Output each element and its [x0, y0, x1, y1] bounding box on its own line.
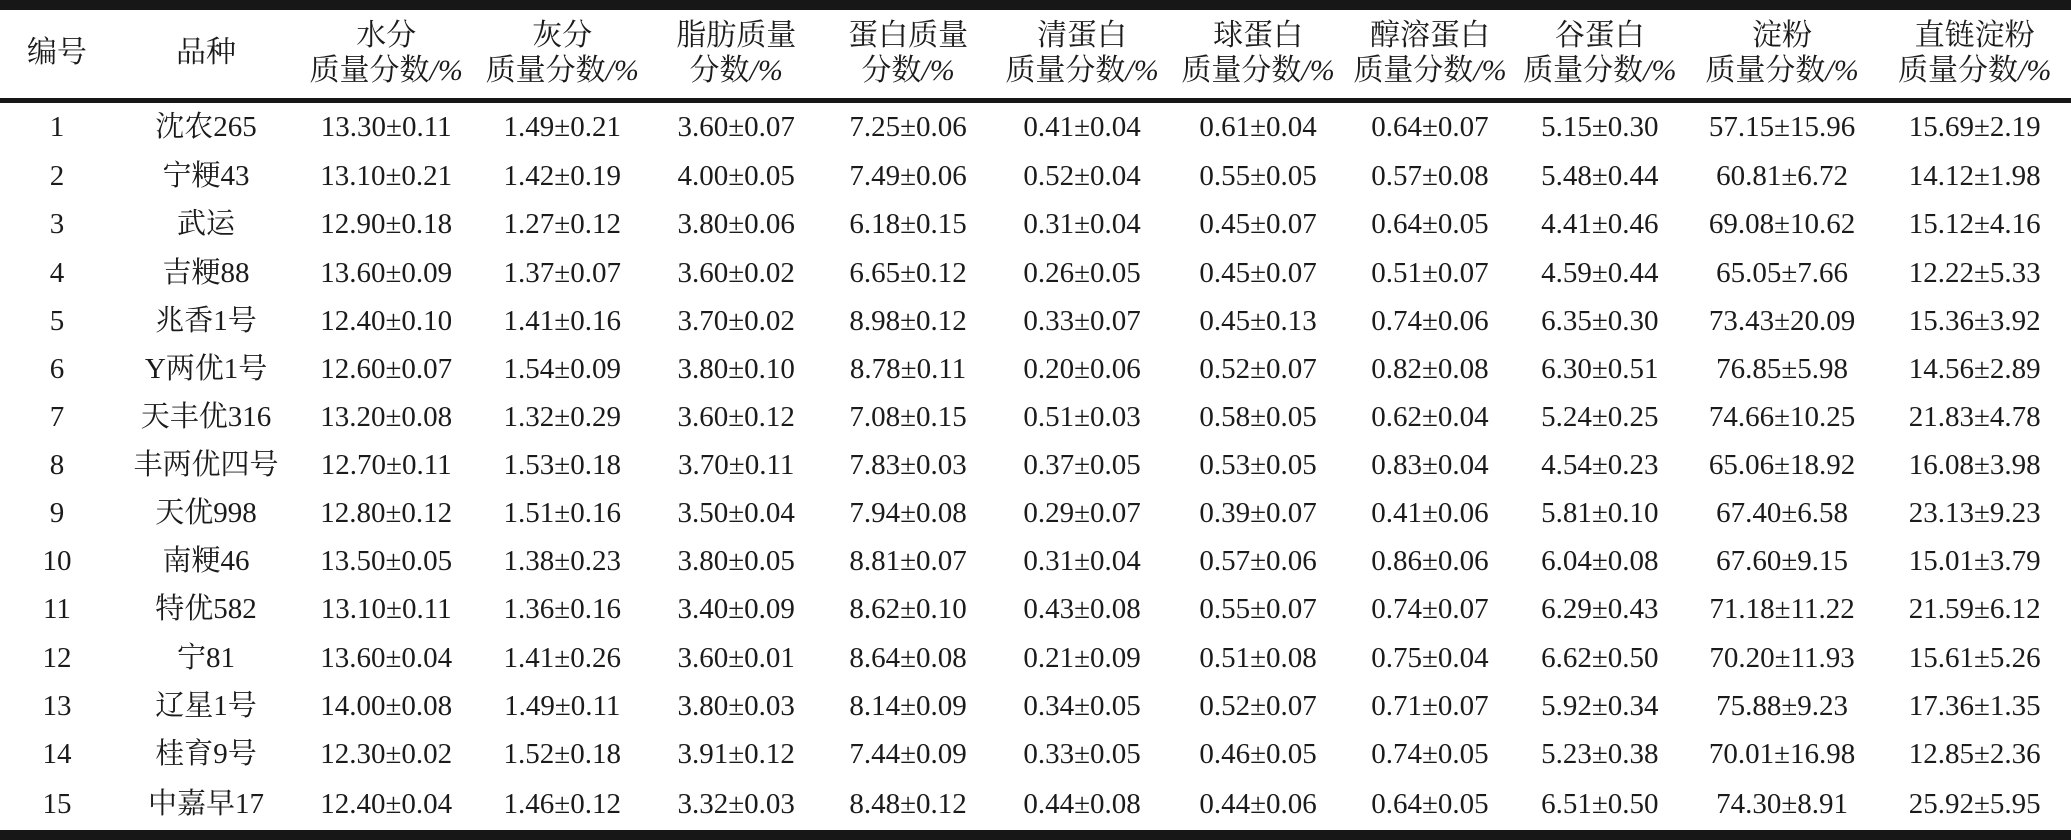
- value-cell: 0.44±0.08: [1023, 787, 1141, 820]
- value-cell: 14.12±1.98: [1908, 160, 2041, 193]
- percent-unit: /%: [1825, 54, 1859, 87]
- value-cell: 1.42±0.19: [503, 160, 621, 193]
- value-cell: 73.43±20.09: [1708, 304, 1856, 337]
- value-cell: 1.54±0.09: [503, 352, 621, 385]
- value-cell: 0.33±0.07: [1023, 304, 1141, 337]
- table-row: [0, 101, 2071, 153]
- value-cell: 0.41±0.06: [1371, 497, 1489, 530]
- value-cell: 0.61±0.04: [1199, 111, 1317, 144]
- value-cell: 0.58±0.05: [1199, 400, 1317, 433]
- value-cell: 7.83±0.03: [849, 449, 967, 482]
- value-cell: 3.80±0.06: [677, 208, 795, 241]
- row-number: 1: [49, 111, 65, 144]
- value-cell: 0.51±0.03: [1023, 400, 1141, 433]
- col-header-line1: 醇溶蛋白: [1369, 18, 1490, 52]
- value-cell: 0.45±0.13: [1199, 304, 1317, 337]
- table-row: [0, 393, 2071, 441]
- row-number: 14: [42, 737, 72, 770]
- col-header-fat: [650, 5, 822, 101]
- value-cell: 0.83±0.04: [1371, 449, 1489, 482]
- value-cell: 13.20±0.08: [320, 400, 453, 433]
- value-cell: 8.62±0.10: [849, 593, 967, 626]
- value-cell: 0.57±0.08: [1371, 160, 1489, 193]
- value-cell: 3.32±0.03: [677, 787, 795, 820]
- value-cell: 12.80±0.12: [320, 497, 453, 530]
- value-cell: 1.49±0.21: [503, 111, 621, 144]
- col-header-line2: 质量分数/%: [309, 54, 463, 87]
- value-cell: 12.40±0.04: [320, 787, 453, 820]
- value-cell: 0.64±0.07: [1371, 111, 1489, 144]
- table-row: [0, 778, 2071, 835]
- value-cell: 0.62±0.04: [1371, 400, 1489, 433]
- value-cell: 0.44±0.06: [1199, 787, 1317, 820]
- variety-name: 中嘉早17: [148, 787, 265, 820]
- value-cell: 75.88±9.23: [1716, 689, 1848, 722]
- value-cell: 67.60±9.15: [1716, 545, 1848, 578]
- value-cell: 3.80±0.03: [677, 689, 795, 722]
- value-cell: 60.81±6.72: [1716, 160, 1848, 193]
- value-cell: 70.20±11.93: [1709, 641, 1855, 674]
- value-cell: 4.00±0.05: [677, 160, 795, 193]
- variety-name: 宁81: [177, 641, 236, 674]
- value-cell: 12.85±2.36: [1908, 737, 2041, 770]
- col-header-line1: 编号: [26, 36, 87, 70]
- value-cell: 0.55±0.07: [1199, 593, 1317, 626]
- variety-name: 兆香1号: [155, 304, 257, 337]
- value-cell: 5.24±0.25: [1541, 400, 1659, 433]
- row-number: 13: [42, 689, 72, 722]
- value-cell: 14.00±0.08: [320, 689, 453, 722]
- value-cell: 0.37±0.05: [1023, 449, 1141, 482]
- value-cell: 1.27±0.12: [503, 208, 621, 241]
- col-header-line2: 质量分数/%: [1705, 54, 1859, 87]
- value-cell: 25.92±5.95: [1908, 787, 2041, 820]
- value-cell: 8.48±0.12: [849, 787, 967, 820]
- value-cell: 0.41±0.04: [1023, 111, 1141, 144]
- value-cell: 1.32±0.29: [503, 400, 621, 433]
- col-header-glob: [1170, 5, 1346, 101]
- value-cell: 12.60±0.07: [320, 352, 453, 385]
- value-cell: 7.94±0.08: [849, 497, 967, 530]
- value-cell: 0.46±0.05: [1199, 737, 1317, 770]
- percent-unit: /%: [429, 54, 463, 87]
- variety-name: 特优582: [155, 593, 257, 626]
- value-cell: 13.60±0.09: [320, 256, 453, 289]
- variety-name: 南粳46: [162, 545, 250, 578]
- value-cell: 0.74±0.05: [1371, 737, 1489, 770]
- value-cell: 8.14±0.09: [849, 689, 967, 722]
- row-number: 3: [49, 208, 65, 241]
- value-cell: 3.80±0.05: [677, 545, 795, 578]
- value-cell: 0.52±0.04: [1023, 160, 1141, 193]
- value-cell: 17.36±1.35: [1908, 689, 2041, 722]
- value-cell: 1.53±0.18: [503, 449, 621, 482]
- value-cell: 7.25±0.06: [849, 111, 967, 144]
- table-row: [0, 442, 2071, 490]
- value-cell: 1.49±0.11: [504, 689, 621, 722]
- col-header-line2: 分数/%: [689, 54, 783, 87]
- table-row: [0, 586, 2071, 634]
- value-cell: 6.04±0.08: [1541, 545, 1659, 578]
- percent-unit: /%: [749, 54, 783, 87]
- variety-name: 辽星1号: [155, 689, 257, 722]
- value-cell: 13.30±0.11: [320, 111, 452, 144]
- table-body: [0, 101, 2071, 836]
- col-header-amyl: [1878, 5, 2071, 101]
- value-cell: 67.40±6.58: [1716, 497, 1848, 530]
- value-cell: 3.70±0.02: [677, 304, 795, 337]
- value-cell: 0.53±0.05: [1199, 449, 1317, 482]
- value-cell: 5.92±0.34: [1541, 689, 1659, 722]
- table-row: [0, 730, 2071, 778]
- percent-unit: /%: [921, 54, 955, 87]
- percent-unit: /%: [1301, 54, 1335, 87]
- col-header-line1: 球蛋白: [1213, 18, 1304, 52]
- value-cell: 0.43±0.08: [1023, 593, 1141, 626]
- col-header-line2: 质量分数/%: [1353, 54, 1507, 87]
- value-cell: 0.55±0.05: [1199, 160, 1317, 193]
- value-cell: 1.36±0.16: [503, 593, 621, 626]
- value-cell: 6.62±0.50: [1541, 641, 1659, 674]
- row-number: 2: [49, 160, 65, 193]
- value-cell: 14.56±2.89: [1908, 352, 2041, 385]
- value-cell: 12.40±0.10: [320, 304, 453, 337]
- value-cell: 3.91±0.12: [677, 737, 795, 770]
- value-cell: 8.64±0.08: [849, 641, 967, 674]
- table-row: [0, 153, 2071, 201]
- variety-name: 宁粳43: [162, 160, 250, 193]
- col-header-line1: 淀粉: [1752, 18, 1813, 52]
- value-cell: 16.08±3.98: [1908, 449, 2041, 482]
- value-cell: 0.45±0.07: [1199, 208, 1317, 241]
- percent-unit: /%: [1125, 54, 1159, 87]
- value-cell: 23.13±9.23: [1908, 497, 2041, 530]
- value-cell: 0.57±0.06: [1199, 545, 1317, 578]
- table-row: [0, 490, 2071, 538]
- value-cell: 0.71±0.07: [1371, 689, 1489, 722]
- col-header-line1: 直链淀粉: [1914, 18, 2035, 52]
- value-cell: 21.59±6.12: [1908, 593, 2041, 626]
- variety-name: 天优998: [155, 497, 257, 530]
- row-number: 9: [49, 497, 65, 530]
- col-header-line2: 质量分数/%: [1523, 54, 1677, 87]
- value-cell: 1.37±0.07: [503, 256, 621, 289]
- value-cell: 13.10±0.21: [320, 160, 453, 193]
- value-cell: 3.80±0.10: [677, 352, 795, 385]
- row-number: 8: [49, 449, 65, 482]
- value-cell: 74.30±8.91: [1716, 787, 1848, 820]
- value-cell: 1.52±0.18: [503, 737, 621, 770]
- value-cell: 1.41±0.16: [503, 304, 621, 337]
- value-cell: 8.78±0.11: [849, 352, 967, 385]
- value-cell: 7.44±0.09: [849, 737, 967, 770]
- value-cell: 1.41±0.26: [503, 641, 621, 674]
- value-cell: 3.60±0.07: [677, 111, 795, 144]
- col-header-moist: [298, 5, 474, 101]
- value-cell: 7.49±0.06: [849, 160, 967, 193]
- table-header: [0, 5, 2071, 101]
- col-header-line2: 质量分数/%: [1005, 54, 1159, 87]
- table-row: [0, 201, 2071, 249]
- value-cell: 13.50±0.05: [320, 545, 453, 578]
- value-cell: 0.75±0.04: [1371, 641, 1489, 674]
- variety-name: Y两优1号: [144, 352, 268, 385]
- col-header-alb: [994, 5, 1170, 101]
- value-cell: 6.29±0.43: [1541, 593, 1659, 626]
- value-cell: 8.98±0.12: [849, 304, 967, 337]
- col-header-line2: 分数/%: [861, 54, 955, 87]
- value-cell: 0.82±0.08: [1371, 352, 1489, 385]
- value-cell: 3.50±0.04: [677, 497, 795, 530]
- value-cell: 0.39±0.07: [1199, 497, 1317, 530]
- value-cell: 0.26±0.05: [1023, 256, 1141, 289]
- col-header-line1: 清蛋白: [1037, 18, 1128, 52]
- percent-unit: /%: [2018, 54, 2052, 87]
- col-header-line1: 品种: [176, 36, 237, 70]
- value-cell: 15.61±5.26: [1908, 641, 2041, 674]
- row-number: 15: [42, 787, 72, 820]
- value-cell: 5.23±0.38: [1541, 737, 1659, 770]
- value-cell: 4.59±0.44: [1541, 256, 1659, 289]
- value-cell: 71.18±11.22: [1709, 593, 1855, 626]
- col-header-starch: [1686, 5, 1879, 101]
- table-row: [0, 682, 2071, 730]
- value-cell: 0.31±0.04: [1023, 208, 1141, 241]
- variety-name: 沈农265: [155, 111, 257, 144]
- value-cell: 21.83±4.78: [1908, 400, 2041, 433]
- value-cell: 0.21±0.09: [1023, 641, 1141, 674]
- value-cell: 0.52±0.07: [1199, 352, 1317, 385]
- value-cell: 0.74±0.07: [1371, 593, 1489, 626]
- row-number: 11: [42, 593, 71, 626]
- header-row: [0, 5, 2071, 101]
- col-header-line1: 脂肪质量: [676, 18, 797, 52]
- value-cell: 15.12±4.16: [1908, 208, 2041, 241]
- value-cell: 4.54±0.23: [1541, 449, 1659, 482]
- value-cell: 0.31±0.04: [1023, 545, 1141, 578]
- col-header-line1: 蛋白质量: [848, 18, 969, 52]
- value-cell: 3.70±0.11: [678, 449, 795, 482]
- col-header-line2: 质量分数/%: [1181, 54, 1335, 87]
- value-cell: 15.01±3.79: [1908, 545, 2041, 578]
- value-cell: 12.70±0.11: [320, 449, 452, 482]
- value-cell: 4.41±0.46: [1541, 208, 1659, 241]
- value-cell: 76.85±5.98: [1716, 352, 1848, 385]
- value-cell: 1.38±0.23: [503, 545, 621, 578]
- value-cell: 74.66±10.25: [1708, 400, 1856, 433]
- value-cell: 0.20±0.06: [1023, 352, 1141, 385]
- value-cell: 13.60±0.04: [320, 641, 453, 674]
- value-cell: 3.60±0.12: [677, 400, 795, 433]
- value-cell: 57.15±15.96: [1708, 111, 1856, 144]
- value-cell: 0.51±0.07: [1371, 256, 1489, 289]
- col-header-line2: 质量分数/%: [1898, 54, 2052, 87]
- value-cell: 5.48±0.44: [1541, 160, 1659, 193]
- value-cell: 0.34±0.05: [1023, 689, 1141, 722]
- value-cell: 70.01±16.98: [1708, 737, 1856, 770]
- value-cell: 3.40±0.09: [677, 593, 795, 626]
- col-header-ash: [474, 5, 650, 101]
- value-cell: 12.22±5.33: [1908, 256, 2041, 289]
- col-header-line1: 水分: [356, 18, 417, 52]
- value-cell: 0.64±0.05: [1371, 787, 1489, 820]
- value-cell: 0.51±0.08: [1199, 641, 1317, 674]
- value-cell: 65.05±7.66: [1716, 256, 1848, 289]
- table-row: [0, 634, 2071, 682]
- value-cell: 6.18±0.15: [849, 208, 967, 241]
- value-cell: 1.46±0.12: [503, 787, 621, 820]
- value-cell: 15.36±3.92: [1908, 304, 2041, 337]
- col-header-prot: [822, 5, 994, 101]
- value-cell: 7.08±0.15: [849, 400, 967, 433]
- table-row: [0, 297, 2071, 345]
- row-number: 4: [49, 256, 65, 289]
- col-header-line1: 灰分: [532, 18, 593, 52]
- value-cell: 0.64±0.05: [1371, 208, 1489, 241]
- value-cell: 1.51±0.16: [503, 497, 621, 530]
- row-number: 6: [49, 352, 65, 385]
- value-cell: 0.29±0.07: [1023, 497, 1141, 530]
- value-cell: 0.74±0.06: [1371, 304, 1489, 337]
- value-cell: 0.52±0.07: [1199, 689, 1317, 722]
- value-cell: 5.81±0.10: [1541, 497, 1659, 530]
- col-header-line2: 质量分数/%: [485, 54, 639, 87]
- variety-name: 天丰优316: [140, 400, 272, 433]
- row-number: 5: [49, 304, 65, 337]
- percent-unit: /%: [1473, 54, 1507, 87]
- value-cell: 65.06±18.92: [1708, 449, 1856, 482]
- row-number: 7: [49, 400, 65, 433]
- row-number: 10: [42, 545, 72, 578]
- value-cell: 69.08±10.62: [1708, 208, 1856, 241]
- percent-unit: /%: [1643, 54, 1677, 87]
- col-header-no: [0, 5, 114, 101]
- value-cell: 6.35±0.30: [1541, 304, 1659, 337]
- value-cell: 6.65±0.12: [849, 256, 967, 289]
- table-row: [0, 345, 2071, 393]
- col-header-prol: [1346, 5, 1514, 101]
- percent-unit: /%: [605, 54, 639, 87]
- value-cell: 3.60±0.01: [677, 641, 795, 674]
- row-number: 12: [42, 641, 72, 674]
- variety-name: 吉粳88: [162, 256, 250, 289]
- value-cell: 0.45±0.07: [1199, 256, 1317, 289]
- table-row: [0, 249, 2071, 297]
- value-cell: 0.86±0.06: [1371, 545, 1489, 578]
- value-cell: 0.33±0.05: [1023, 737, 1141, 770]
- col-header-line1: 谷蛋白: [1554, 18, 1645, 52]
- col-header-variety: [114, 5, 298, 101]
- value-cell: 13.10±0.11: [320, 593, 452, 626]
- table-row: [0, 538, 2071, 586]
- variety-name: 武运: [177, 208, 236, 241]
- value-cell: 5.15±0.30: [1541, 111, 1659, 144]
- value-cell: 15.69±2.19: [1908, 111, 2041, 144]
- col-header-glut: [1514, 5, 1686, 101]
- value-cell: 12.90±0.18: [320, 208, 453, 241]
- value-cell: 12.30±0.02: [320, 737, 453, 770]
- value-cell: 8.81±0.07: [849, 545, 967, 578]
- variety-name: 桂育9号: [155, 737, 257, 770]
- value-cell: 6.51±0.50: [1541, 787, 1659, 820]
- value-cell: 6.30±0.51: [1541, 352, 1659, 385]
- value-cell: 3.60±0.02: [677, 256, 795, 289]
- variety-name: 丰两优四号: [133, 449, 279, 482]
